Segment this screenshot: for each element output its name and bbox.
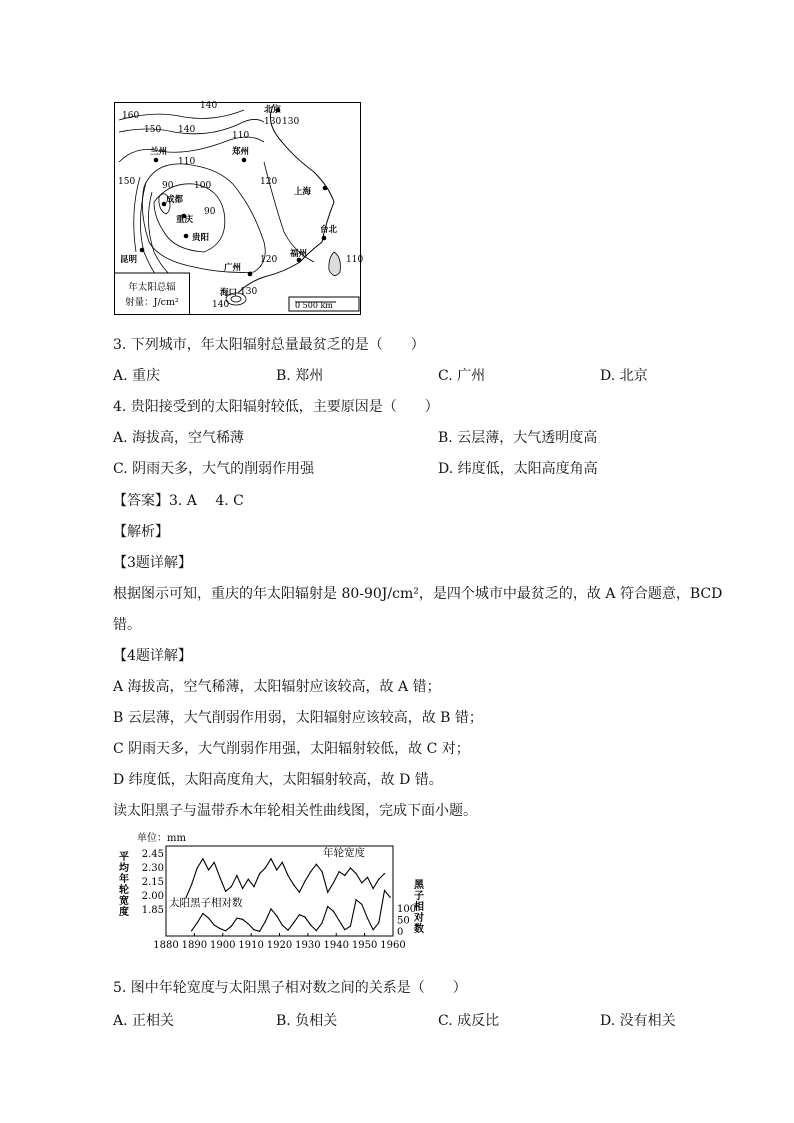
y-right-label-char: 相 xyxy=(414,902,424,913)
q5-option-b: B. 负相关 xyxy=(276,1013,338,1029)
sunspot-point xyxy=(350,926,351,927)
sunspot-point xyxy=(265,921,266,922)
sunspot-point xyxy=(293,922,294,923)
map-legend-line1: 年太阳总辐 xyxy=(128,282,176,293)
sunspot-point xyxy=(338,920,339,921)
tree-ring-point xyxy=(299,892,300,893)
map-isoline-label: 110 xyxy=(232,131,250,141)
sunspot-point xyxy=(236,918,237,919)
sunspot-point xyxy=(304,916,305,917)
map-city-label: 郑州 xyxy=(232,147,250,157)
q4-option-a: A. 海拔高，空气稀薄 xyxy=(113,430,245,446)
y-right-label-char: 黑 xyxy=(414,880,424,891)
q4-detail-heading: 【4题详解】 xyxy=(113,648,192,664)
tree-ring-point xyxy=(208,869,209,870)
sunspot-point xyxy=(287,930,288,931)
q4-option-d: D. 纬度低，太阳高度角高 xyxy=(438,461,598,477)
map-city-label: 海口 xyxy=(220,288,238,298)
map-scale: 0 500 km xyxy=(295,301,333,310)
tree-ring-point xyxy=(282,862,283,863)
chart-series xyxy=(169,846,391,932)
map-city-label: 贵阳 xyxy=(192,233,210,243)
map-legend-line2: 射量：J/cm² xyxy=(125,297,179,308)
q5-stem: 5. 图中年轮宽度与太阳黑子相对数之间的关系是（ ） xyxy=(113,980,467,996)
y-left-label-char: 平 xyxy=(119,852,129,863)
tree-ring-point xyxy=(236,875,237,876)
tree-ring-point xyxy=(248,879,249,880)
q4-detail-b: B 云层薄，大气削弱作用弱，太阳辐射应该较高，故 B 错； xyxy=(113,710,483,726)
sunspot-point xyxy=(259,931,260,932)
tree-ring-point xyxy=(253,886,254,887)
tree-ring-point xyxy=(327,892,328,893)
q4-option-c: C. 阴雨天多，大气的削弱作用强 xyxy=(113,461,315,477)
q5-option-d: D. 没有相关 xyxy=(600,1013,676,1029)
tree-ring-point xyxy=(378,879,379,880)
sunspot-point xyxy=(276,915,277,916)
q3-option-d: D. 北京 xyxy=(600,368,648,384)
sunspot-point xyxy=(390,897,391,898)
tree-ring-point xyxy=(304,880,305,881)
sunspot-point xyxy=(310,924,311,925)
x-tick-label: 1900 xyxy=(210,940,236,951)
tree-ring-point xyxy=(225,891,226,892)
sunspot-point xyxy=(367,918,368,919)
x-tick-label: 1920 xyxy=(266,940,293,951)
tree-ring-point xyxy=(321,871,322,872)
sunspot-point xyxy=(214,924,215,925)
y-left-tick-label: 2.30 xyxy=(141,863,164,874)
y-left-label-char: 轮 xyxy=(119,885,129,896)
chart-svg xyxy=(113,832,423,950)
sunspot-point xyxy=(361,904,362,905)
map-isoline-label: 140 xyxy=(200,101,218,111)
map-isoline-label: 100 xyxy=(194,181,212,191)
x-tick-label: 1960 xyxy=(380,940,406,951)
map-isoline-label: 90 xyxy=(162,181,174,191)
q3-detail-text-2: 错。 xyxy=(113,617,141,633)
map-isoline-label: 120 xyxy=(260,255,278,265)
series-label-sunspot: 太阳黑子相对数 xyxy=(169,897,243,909)
q3-option-b: B. 郑州 xyxy=(276,368,324,384)
chart-unit: 单位：mm xyxy=(137,833,186,844)
sunspot-point xyxy=(384,890,385,891)
q4-detail-d: D 纬度低，太阳高度角大，太阳辐射较高，故 D 错。 xyxy=(113,772,443,788)
tree-ring-point xyxy=(270,858,271,859)
tree-ring-point xyxy=(287,875,288,876)
tree-ring-point xyxy=(259,873,260,874)
sunspot-point xyxy=(208,918,209,919)
q4-detail-c: C 阴雨天多，大气削弱作用强，太阳辐射较低，故 C 对； xyxy=(113,741,470,757)
map-isoline-label: 130 xyxy=(282,117,300,127)
y-left-label-char: 度 xyxy=(119,907,129,918)
tree-ring-point xyxy=(265,867,266,868)
q4-option-b: B. 云层薄，大气透明度高 xyxy=(438,430,598,446)
sunspot-point xyxy=(344,929,345,930)
q4-stem: 4. 贵阳接受到的太阳辐射较低，主要原因是（ ） xyxy=(113,399,439,415)
sunspot-point xyxy=(231,926,232,927)
sunspot-point xyxy=(282,924,283,925)
solar-radiation-map xyxy=(114,101,364,315)
tree-ring-point xyxy=(356,873,357,874)
map-city-label: 福州 xyxy=(290,249,308,259)
map-isoline-label: 150 xyxy=(144,125,162,135)
sunspot-point xyxy=(316,930,317,931)
tree-ring-point xyxy=(276,869,277,870)
series-label-tree-ring: 年轮宽度 xyxy=(323,847,365,859)
tree-ring-width-line xyxy=(186,859,385,898)
tree-ring-point xyxy=(344,875,345,876)
tree-ring-point xyxy=(373,888,374,889)
tree-ring-point xyxy=(293,884,294,885)
y-left-tick-label: 2.15 xyxy=(141,877,164,888)
q3-detail-text-1: 根据图示可知，重庆的年太阳辐射是 80-90J/cm²，是四个城市中最贫乏的，故 A 符合题意，BCD xyxy=(113,586,723,602)
y-left-tick-label: 1.85 xyxy=(141,905,164,916)
tree-ring-point xyxy=(231,886,232,887)
x-tick-label: 1930 xyxy=(295,940,321,951)
sunspot-point xyxy=(242,919,243,920)
sunspot-point xyxy=(191,930,192,931)
y-left-tick-label: 2.00 xyxy=(141,891,164,902)
x-tick-label: 1910 xyxy=(238,940,264,951)
tree-ring-point xyxy=(214,862,215,863)
sunspot-point xyxy=(373,929,374,930)
x-tick-label: 1950 xyxy=(351,940,378,951)
x-tick-label: 1880 xyxy=(153,940,179,951)
map-isoline-label: 110 xyxy=(178,157,196,167)
q4-detail-a: A 海拔高，空气稀薄，太阳辐射应该较高，故 A 错； xyxy=(113,679,441,695)
sunspot-point xyxy=(356,899,357,900)
tree-ring-sunspot-chart xyxy=(113,832,423,950)
q5-option-a: A. 正相关 xyxy=(113,1013,175,1029)
map-city-label: 北京 xyxy=(264,105,282,115)
tree-ring-point xyxy=(197,867,198,868)
y-right-tick-label: 50 xyxy=(397,915,410,927)
map-city-label: 成都 xyxy=(166,195,184,205)
y-left-label-char: 均 xyxy=(119,863,129,874)
tree-ring-point xyxy=(316,864,317,865)
tree-ring-point xyxy=(367,877,368,878)
tree-ring-point xyxy=(350,867,351,868)
tree-ring-point xyxy=(333,882,334,883)
tree-ring-point xyxy=(361,882,362,883)
map-svg xyxy=(114,101,364,315)
sunspot-point xyxy=(321,922,322,923)
map-city-label: 广州 xyxy=(224,263,242,273)
tree-ring-point xyxy=(384,873,385,874)
sunspot-point xyxy=(248,923,249,924)
sunspot-point xyxy=(219,928,220,929)
q3-option-a: A. 重庆 xyxy=(113,368,161,384)
tree-ring-point xyxy=(219,877,220,878)
q3-detail-heading: 【3题详解】 xyxy=(113,555,192,571)
sunspot-point xyxy=(327,906,328,907)
intro-text: 读太阳黑子与温带乔木年轮相关性曲线图，完成下面小题。 xyxy=(113,803,477,819)
map-isoline-label: 140 xyxy=(178,125,196,135)
sunspot-point xyxy=(225,930,226,931)
map-city-label: 昆明 xyxy=(120,255,138,265)
map-city-label: 台北 xyxy=(320,225,338,235)
y-left-label-char: 年 xyxy=(119,874,129,885)
q3-option-c: C. 广州 xyxy=(438,368,486,384)
map-isoline-label: 130 xyxy=(240,287,258,297)
q3-stem: 3. 下列城市，年太阳辐射总量最贫乏的是（ ） xyxy=(113,337,425,353)
answer-line: 【答案】3. A 4. C xyxy=(113,493,244,509)
y-right-label-char: 数 xyxy=(414,924,424,935)
tree-ring-point xyxy=(338,871,339,872)
map-isoline-label: 130 xyxy=(264,117,282,127)
tree-ring-point xyxy=(310,871,311,872)
map-city-label: 兰州 xyxy=(150,147,168,157)
map-isoline-label: 120 xyxy=(260,177,278,187)
y-right-tick-label: 100 xyxy=(397,903,417,915)
sunspot-point xyxy=(202,913,203,914)
y-right-label-char: 对 xyxy=(414,913,424,924)
sunspot-point xyxy=(197,922,198,923)
map-isoline-label: 140 xyxy=(212,300,230,310)
y-right-label-char: 子 xyxy=(414,891,424,902)
analysis-heading: 【解析】 xyxy=(113,524,169,540)
sunspot-point xyxy=(299,914,300,915)
sunspot-point xyxy=(333,911,334,912)
q5-option-c: C. 成反比 xyxy=(438,1013,500,1029)
map-isoline-label: 110 xyxy=(346,255,364,265)
y-left-label-char: 宽 xyxy=(119,896,129,907)
map-isoline-label: 160 xyxy=(122,111,140,121)
chart-ylabel-left xyxy=(119,850,129,918)
map-isoline-label: 150 xyxy=(118,177,136,187)
x-tick-label: 1890 xyxy=(181,940,208,951)
x-tick-label: 1940 xyxy=(323,940,349,951)
tree-ring-point xyxy=(202,858,203,859)
sunspot-point xyxy=(253,929,254,930)
tree-ring-point xyxy=(191,884,192,885)
sunspot-point xyxy=(270,908,271,909)
tree-ring-point xyxy=(242,888,243,889)
map-isoline-label: 90 xyxy=(204,207,216,217)
sunspot-point xyxy=(378,922,379,923)
map-city-label: 上海 xyxy=(294,187,312,197)
y-left-tick-label: 2.45 xyxy=(141,849,164,860)
map-city-label: 重庆 xyxy=(176,215,194,225)
y-right-tick-label: 0 xyxy=(397,927,404,938)
